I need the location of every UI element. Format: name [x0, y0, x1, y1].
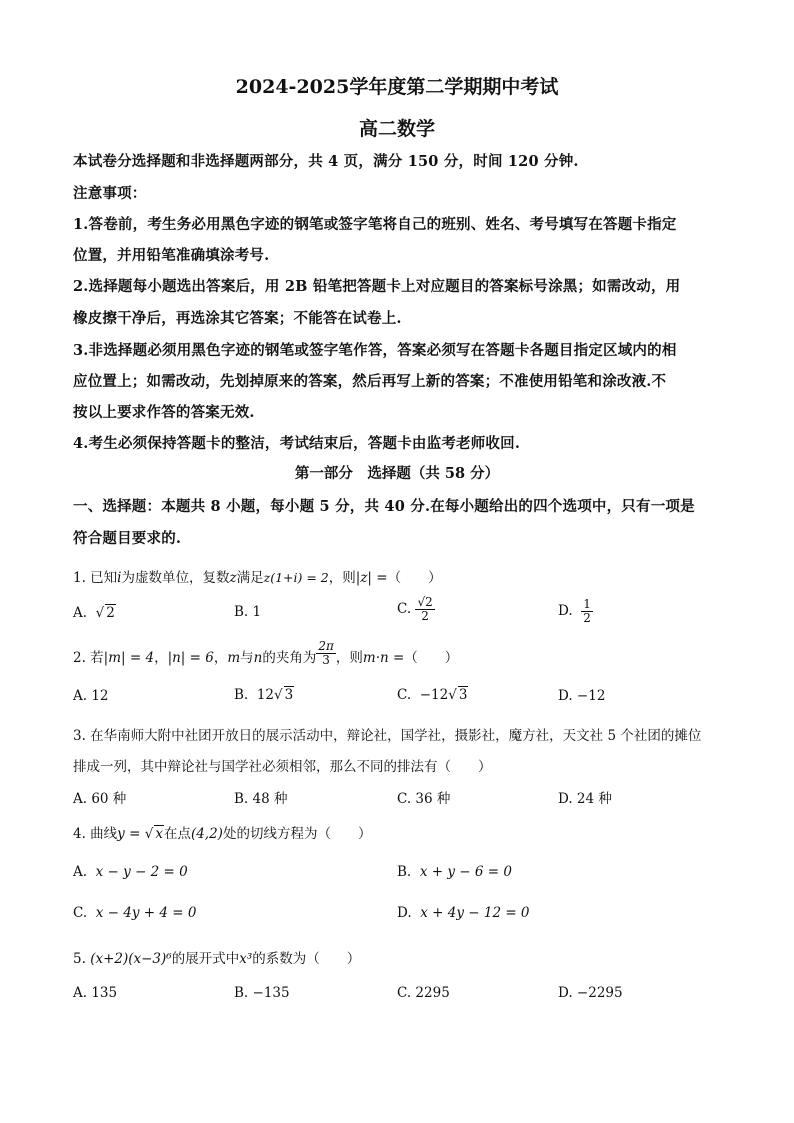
- option-b: B. 12√ 3: [234, 687, 294, 703]
- math-expression: x − y − 2 = 0: [95, 864, 188, 880]
- math-expression: m·n =: [362, 650, 405, 666]
- question-text: ，: [213, 650, 228, 666]
- exam-subject: 高二数学: [358, 118, 435, 140]
- option-a: [73, 864, 188, 880]
- notice-line: 1.答卷前，考生务必用黑色字迹的钢笔或签字笔将自己的班别、姓名、考号填写在答题卡指定: [73, 216, 677, 233]
- question-3-cont: 排成一列，其中辩论社与国学社必须相邻，那么不同的排法有（ ）: [73, 759, 492, 775]
- question-text: 与: [240, 650, 254, 666]
- math-expression: (4,2): [190, 826, 223, 842]
- math-expression: (x+2)(x−3)⁶: [90, 951, 172, 967]
- option-label: D.: [558, 603, 573, 619]
- option-label: A.: [73, 605, 88, 621]
- question-text: 满足: [236, 570, 264, 586]
- question-text: 4. 曲线: [73, 826, 118, 842]
- option-a: A. √ 2: [73, 605, 115, 621]
- option-label: A.: [73, 864, 88, 880]
- denominator: 3: [322, 653, 330, 667]
- question-5: [73, 947, 360, 967]
- option-c: [73, 905, 196, 921]
- fraction: [581, 598, 593, 625]
- math-expression: y =: [117, 826, 141, 842]
- math-expression: |z| =: [355, 570, 388, 586]
- radicand: 3: [284, 687, 294, 703]
- math-expression: x³: [239, 951, 253, 967]
- question-1: [73, 566, 442, 586]
- option-label: B.: [234, 687, 249, 703]
- question-text: 的夹角为: [262, 650, 317, 666]
- numerator: 2π: [318, 639, 334, 653]
- notice-line: 橡皮擦干净后，再选涂其它答案；不能答在试卷上.: [73, 310, 402, 327]
- math-expression: x − 4y + 4 = 0: [95, 905, 197, 921]
- question-text: ，: [154, 650, 168, 666]
- radicand: x: [155, 826, 163, 842]
- exam-title: 2024-2025学年度第二学期期中考试: [235, 76, 559, 98]
- math-expression: |m| = 4: [103, 650, 155, 666]
- option-label: C.: [397, 687, 412, 703]
- denominator: 2: [583, 611, 591, 625]
- denominator: 2: [421, 609, 429, 623]
- option-label: C.: [397, 601, 412, 617]
- option-b: B. −135: [234, 985, 290, 1001]
- numerator: √2: [417, 595, 433, 609]
- question-text: 2. 若: [73, 650, 104, 666]
- notice-label: 注意事项：: [73, 185, 147, 202]
- option-label: B.: [397, 864, 412, 880]
- section-instructions: 一、选择题：本题共 8 小题，每小题 5 分，共 40 分.在每小题给出的四个选项中，只有一项是: [73, 498, 695, 515]
- option-d: D. −12: [558, 688, 606, 704]
- question-text: 的展开式中: [171, 951, 240, 967]
- math-symbol: z: [229, 570, 237, 586]
- math-expression: z(1+i) = 2: [263, 570, 329, 585]
- option-b: B. 1: [234, 604, 262, 620]
- notice-line: 位置，并用铅笔准确填涂考号.: [73, 247, 270, 264]
- radicand: 2: [106, 605, 115, 621]
- radicand: 3: [458, 687, 468, 703]
- question-text: ，则: [328, 570, 356, 586]
- question-3: 3. 在华南师大附中社团开放日的展示活动中，辩论社，国学社，摄影社，魔方社，天文社 5 个社团的摊位: [73, 728, 702, 744]
- option-a: A. 135: [73, 985, 118, 1001]
- option-label: D.: [397, 905, 412, 921]
- notice-line: 3.非选择题必须用黑色字迹的钢笔或签字笔作答，答案必须写在答题卡各题目指定区域内的相: [73, 342, 677, 359]
- option-a: A. 60 种: [73, 791, 127, 807]
- option-d: D. 24 种: [558, 791, 612, 807]
- option-d: [558, 598, 593, 625]
- answer-blank: （ ）: [404, 650, 459, 666]
- question-4: 4. 曲线y = √ x在点(4,2)处的切线方程为（ ）: [73, 826, 372, 842]
- math-expression: |n| = 6: [167, 650, 214, 666]
- question-text: ，则: [335, 650, 363, 666]
- math-symbol: m: [227, 650, 241, 666]
- question-text: 处的切线方程为（ ）: [222, 826, 372, 842]
- fraction: [415, 596, 434, 623]
- notice-line: 2.选择题每小题选出答案后，用 2B 铅笔把答题卡上对应题目的答案标号涂黑；如需改动，用: [73, 278, 681, 295]
- question-text: 为虚数单位，复数: [121, 570, 230, 586]
- option-d: [397, 905, 530, 921]
- fraction: [316, 640, 336, 667]
- question-text: 1. 已知: [73, 570, 118, 586]
- option-a: A. 12: [73, 688, 109, 704]
- section-instructions: 符合题目要求的.: [73, 530, 182, 547]
- option-label: C.: [73, 905, 88, 921]
- option-c: C. 2295: [397, 985, 450, 1001]
- part-heading: 第一部分 选择题（共 58 分）: [294, 465, 500, 482]
- math-expression: x + y − 6 = 0: [419, 864, 512, 880]
- math-expression: x + 4y − 12 = 0: [420, 905, 530, 921]
- notice-line: 应位置上；如需改动，先划掉原来的答案，然后再写上新的答案；不准使用铅笔和涂改液.不: [73, 373, 667, 390]
- notice-line: 4.考生必须保持答题卡的整洁，考试结束后，答题卡由监考老师收回.: [73, 435, 521, 452]
- option-c: [397, 596, 435, 623]
- coefficient: −12: [419, 687, 449, 703]
- question-text: 5.: [73, 951, 86, 967]
- numerator: 1: [583, 597, 591, 611]
- question-text: 的系数为（ ）: [252, 951, 361, 967]
- question-text: 在点: [163, 826, 191, 842]
- option-c: C. −12√ 3: [397, 687, 468, 703]
- exam-intro: 本试卷分选择题和非选择题两部分，共 4 页，满分 150 分，时间 120 分钟.: [73, 153, 579, 170]
- math-symbol: i: [117, 570, 122, 586]
- math-symbol: n: [253, 650, 263, 666]
- question-2: [73, 639, 459, 667]
- coefficient: 12: [256, 687, 274, 703]
- option-d: D. −2295: [558, 985, 623, 1001]
- option-b: [397, 864, 512, 880]
- notice-line: 按以上要求作答的答案无效.: [73, 404, 255, 421]
- option-b: B. 48 种: [234, 791, 288, 807]
- answer-blank: （ ）: [387, 570, 442, 586]
- option-c: C. 36 种: [397, 791, 451, 807]
